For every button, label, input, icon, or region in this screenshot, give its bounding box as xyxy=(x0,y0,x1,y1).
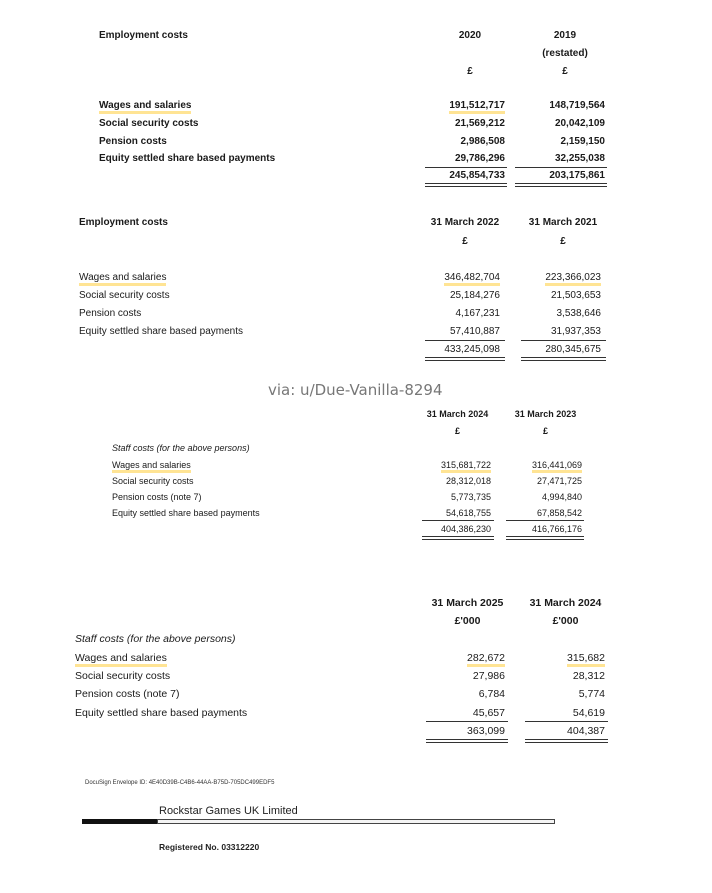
column-header: 31 March 2021 xyxy=(528,217,598,228)
row-value: 5,774 xyxy=(578,688,605,700)
subtotal-rule xyxy=(506,520,584,521)
row-value: 21,569,212 xyxy=(454,118,505,129)
total-value: 416,766,176 xyxy=(531,524,582,534)
currency-unit: £ xyxy=(454,426,460,436)
subtotal-rule xyxy=(425,340,505,341)
subtotal-rule xyxy=(422,520,494,521)
row-value: 5,773,735 xyxy=(450,492,491,502)
row-value: 45,657 xyxy=(472,707,505,719)
row-value: 315,682 xyxy=(520,652,605,664)
row-value: 54,619 xyxy=(572,707,605,719)
row-value: 25,184,276 xyxy=(449,290,500,301)
subtotal-rule xyxy=(525,721,608,722)
row-label: Wages and salaries xyxy=(79,272,166,283)
row-label: Equity settled share based payments xyxy=(99,153,276,164)
total-value: 245,854,733 xyxy=(449,170,505,181)
row-label: Wages and salaries xyxy=(75,652,167,664)
section-title: Employment costs xyxy=(99,30,188,41)
row-value: 2,986,508 xyxy=(460,136,505,147)
watermark: via: u/Due-Vanilla-8294 xyxy=(268,381,443,399)
row-value: 27,471,725 xyxy=(536,476,582,486)
currency-unit: £'000 xyxy=(552,615,579,627)
row-value: 191,512,717 xyxy=(420,100,505,111)
total-double-rule xyxy=(525,739,608,743)
currency-unit: £ xyxy=(467,66,473,77)
section-subtitle: Staff costs (for the above persons) xyxy=(75,633,236,645)
total-value: 363,099 xyxy=(467,725,505,737)
total-double-rule xyxy=(506,536,584,540)
subtotal-rule xyxy=(425,167,507,168)
row-label: Equity settled share based payments xyxy=(79,326,243,337)
total-double-rule xyxy=(515,183,607,187)
column-header: 31 March 2024 xyxy=(426,409,489,419)
total-double-rule xyxy=(422,536,494,540)
total-value: 280,345,675 xyxy=(545,344,601,355)
currency-unit: £ xyxy=(542,426,548,436)
row-label: Social security costs xyxy=(112,476,194,486)
row-label: Pension costs (note 7) xyxy=(112,492,202,502)
row-value: 346,482,704 xyxy=(415,272,500,283)
registered-number: Registered No. 03312220 xyxy=(159,842,260,852)
row-label: Pension costs (note 7) xyxy=(75,688,180,700)
currency-unit: £ xyxy=(560,236,566,247)
row-value: 316,441,069 xyxy=(500,460,582,470)
row-label: Wages and salaries xyxy=(99,100,191,111)
column-header: 2019 xyxy=(553,30,577,41)
section-title: Employment costs xyxy=(79,217,168,228)
row-value: 20,042,109 xyxy=(554,118,605,129)
total-value: 404,387 xyxy=(567,725,605,737)
column-header: 31 March 2022 xyxy=(430,217,500,228)
total-value: 203,175,861 xyxy=(549,170,605,181)
row-label: Social security costs xyxy=(75,670,171,682)
row-value: 223,366,023 xyxy=(516,272,601,283)
total-double-rule xyxy=(426,739,508,743)
row-value: 4,167,231 xyxy=(455,308,500,319)
row-value: 148,719,564 xyxy=(549,100,605,111)
footer-bar-solid xyxy=(82,819,157,824)
section-subtitle: Staff costs (for the above persons) xyxy=(112,443,250,453)
row-value: 32,255,038 xyxy=(554,153,605,164)
column-header: 31 March 2023 xyxy=(514,409,577,419)
row-value: 28,312,018 xyxy=(445,476,491,486)
row-label: Social security costs xyxy=(99,118,199,129)
currency-unit: £ xyxy=(562,66,568,77)
currency-unit: £'000 xyxy=(454,615,481,627)
subtotal-rule xyxy=(515,167,607,168)
total-double-rule xyxy=(425,183,507,187)
subtotal-rule xyxy=(426,721,508,722)
column-header: 2020 xyxy=(458,30,482,41)
row-value: 28,312 xyxy=(572,670,605,682)
footer-bar-outline xyxy=(157,819,555,824)
row-value: 3,538,646 xyxy=(556,308,601,319)
column-header: 31 March 2024 xyxy=(529,597,602,609)
row-value: 57,410,887 xyxy=(449,326,500,337)
column-header: 31 March 2025 xyxy=(431,597,504,609)
row-label: Pension costs xyxy=(99,136,167,147)
docusign-envelope-id: DocuSign Envelope ID: 4E40D39B-C4B6-44AA-B75D-705DC499EDF5 xyxy=(85,780,275,786)
row-value: 31,937,353 xyxy=(550,326,601,337)
row-value: 4,994,840 xyxy=(541,492,582,502)
row-value: 54,618,755 xyxy=(445,508,491,518)
row-value: 67,858,542 xyxy=(536,508,582,518)
currency-unit: £ xyxy=(462,236,468,247)
row-label: Equity settled share based payments xyxy=(75,707,248,719)
row-label: Wages and salaries xyxy=(112,460,191,470)
column-subheader: (restated) xyxy=(542,48,588,59)
total-value: 404,386,230 xyxy=(440,524,491,534)
row-value: 29,786,296 xyxy=(454,153,505,164)
row-value: 315,681,722 xyxy=(410,460,491,470)
row-value: 6,784 xyxy=(478,688,505,700)
row-label: Pension costs xyxy=(79,308,142,319)
total-value: 433,245,098 xyxy=(444,344,500,355)
total-double-rule xyxy=(425,357,505,361)
row-value: 27,986 xyxy=(472,670,505,682)
company-name: Rockstar Games UK Limited xyxy=(159,805,298,817)
row-label: Equity settled share based payments xyxy=(112,508,260,518)
subtotal-rule xyxy=(521,340,606,341)
row-label: Social security costs xyxy=(79,290,170,301)
row-value: 2,159,150 xyxy=(560,136,605,147)
row-value: 21,503,653 xyxy=(550,290,601,301)
row-value: 282,672 xyxy=(420,652,505,664)
total-double-rule xyxy=(521,357,606,361)
